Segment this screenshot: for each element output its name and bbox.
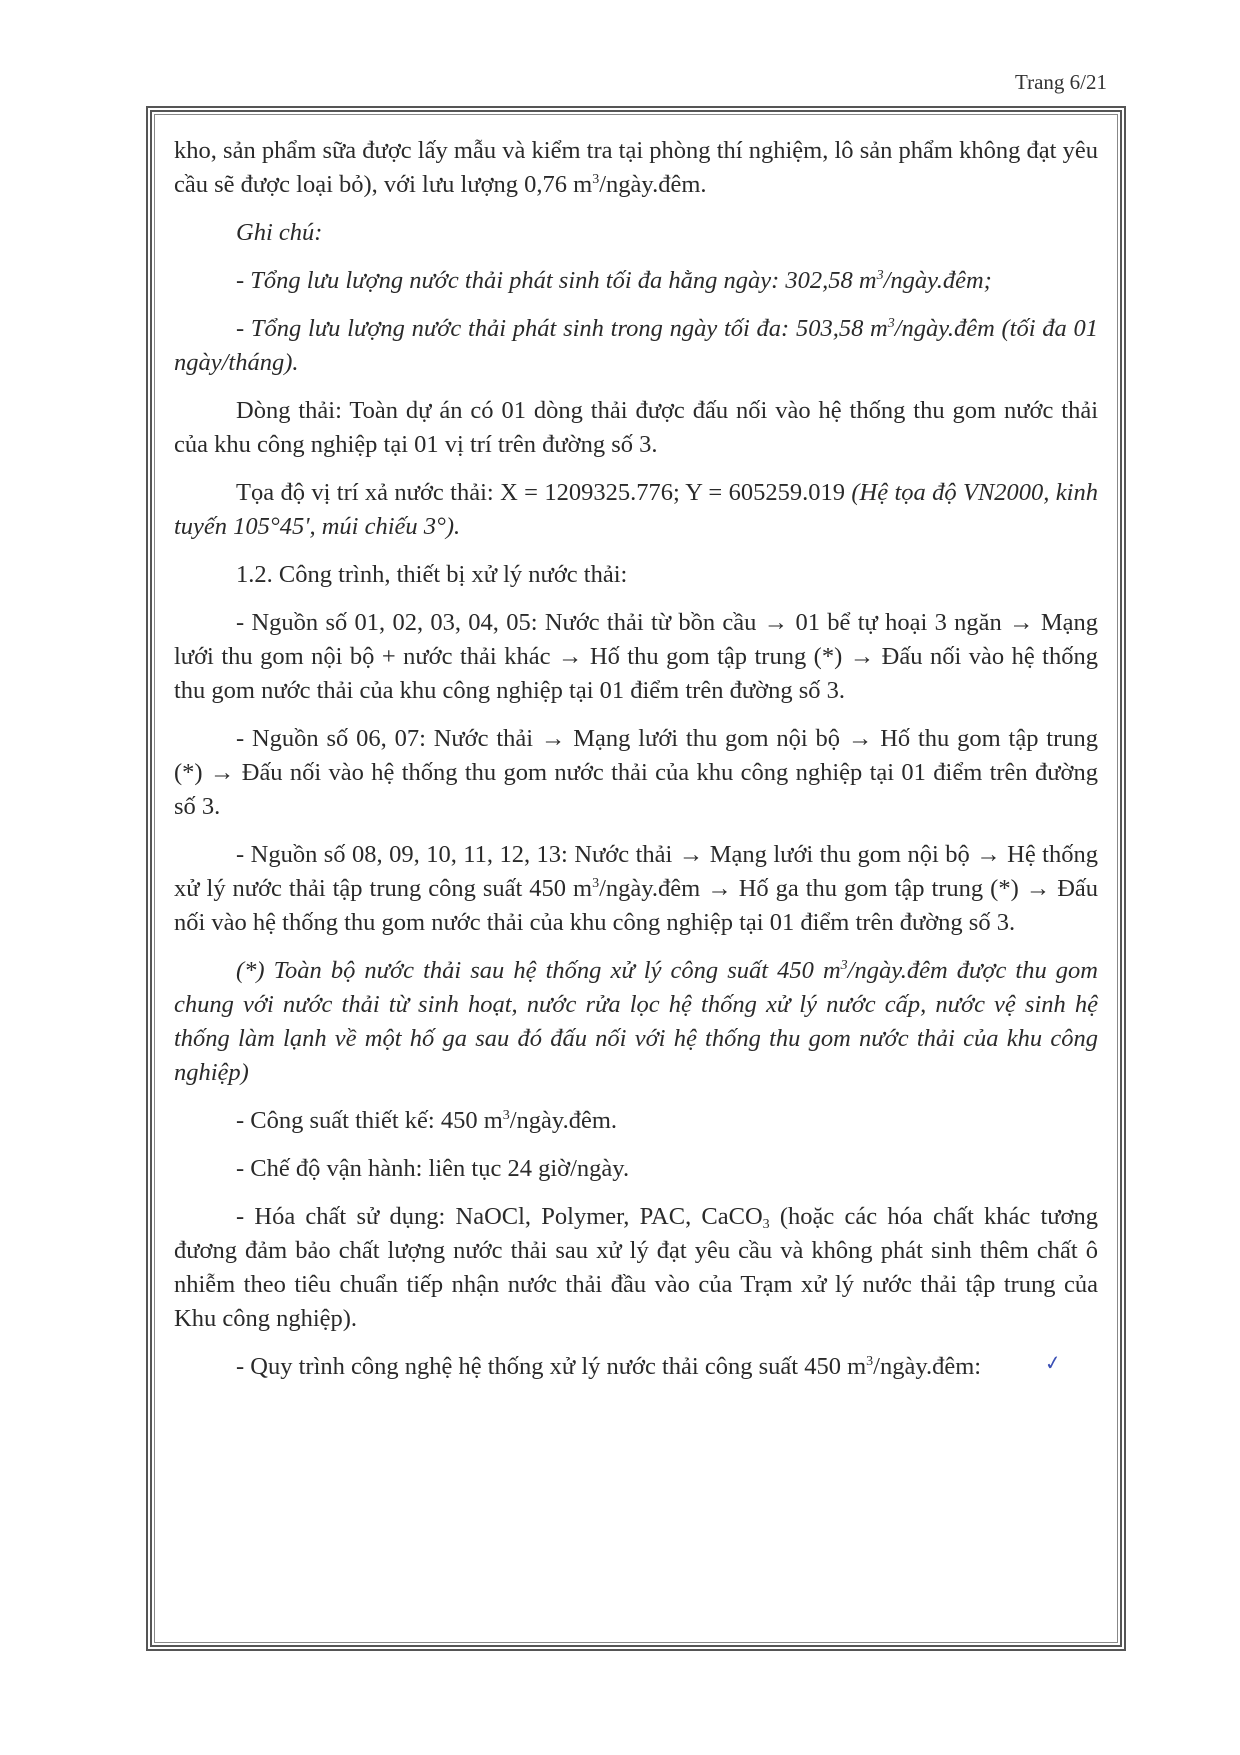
discharge-stream-paragraph: Dòng thải: Toàn dự án có 01 dòng thải được đấu nối vào hệ thống thu gom nước thải của khu công nghiệp tại 01 vị trí trên đường số 3. xyxy=(174,397,1098,458)
source-group-1: - Nguồn số 01, 02, 03, 04, 05: Nước thải từ bồn cầu → 01 bể tự hoại 3 ngăn → Mạng lưới thu gom nội bộ + nước thải khác → Hố thu gom tập trung (*) → Đấu nối vào hệ thống thu gom nước thải của khu công nghiệp tại 01 điểm trên đường số 3. xyxy=(174,609,1098,704)
page-border-frame xyxy=(146,106,1126,1651)
source-group-3: - Nguồn số 08, 09, 10, 11, 12, 13: Nước thải → Mạng lưới thu gom nội bộ → Hệ thống xử lý nước thải tập trung công suất 450 $m^3/ngày.đêm$ → Hố ga thu gom tập trung (*) → Đấu nối vào hệ thống thu gom nước thải của khu công nghiệp tại 01 điểm trên đường số 3. xyxy=(174,841,1099,936)
note-peak-day-flow: - Tổng lưu lượng nước thải phát sinh trong ngày tối đa: 503,58 $m^3/ngày.đêm$ (tối đa 01 ngày/tháng). xyxy=(174,315,1099,376)
design-capacity: - Công suất thiết kế: 450 $m^3/ngày.đêm$. xyxy=(236,1107,618,1134)
chemicals-used: - Hóa chất sử dụng: NaOCl, Polymer, PAC, CaCO$_3$ (hoặc các hóa chất khác tương đương đảm bảo chất lượng nước thải sau xử lý đạt yêu cầu và không phát sinh thêm chất ô nhiễm theo tiêu chuẩn tiếp nhận nước thải đầu vào của Trạm xử lý nước thải tập trung của Khu công nghiệp). xyxy=(174,1203,1099,1332)
handwritten-check-icon: ✓ xyxy=(1043,1351,1064,1376)
paragraph-continuation: kho, sản phẩm sữa được lấy mẫu và kiểm tra tại phòng thí nghiệm, lô sản phẩm không đạt yêu cầu sẽ được loại bỏ), với lưu lượng 0,76 $m^3/ngày.đêm$. xyxy=(174,137,1098,198)
process-heading: - Quy trình công nghệ hệ thống xử lý nước thải công suất 450 $m^3/ngày.đêm$: ✓ xyxy=(174,1350,1098,1385)
document-body xyxy=(174,134,1098,1399)
source-group-2: - Nguồn số 06, 07: Nước thải → Mạng lưới thu gom nội bộ → Hố thu gom tập trung (*) → Đấu nối vào hệ thống thu gom nước thải của khu công nghiệp tại 01 điểm trên đường số 3. xyxy=(174,725,1098,820)
operating-mode: - Chế độ vận hành: liên tục 24 giờ/ngày. xyxy=(236,1155,630,1182)
page-number: Trang 6/21 xyxy=(1015,70,1107,94)
section-heading-1-2: 1.2. Công trình, thiết bị xử lý nước thải: xyxy=(236,561,628,588)
note-max-daily-flow: - Tổng lưu lượng nước thải phát sinh tối đa hằng ngày: 302,58 $m^3/ngày.đêm$; xyxy=(236,267,992,294)
note-label: Ghi chú: xyxy=(236,219,323,246)
footnote-paragraph: (*) Toàn bộ nước thải sau hệ thống xử lý công suất 450 $m^3/ngày.đêm$ được thu gom chung với nước thải từ sinh hoạt, nước rửa lọc hệ thống xử lý nước cấp, nước vệ sinh hệ thống làm lạnh về một hố ga sau đó đấu nối với hệ thống thu gom nước thải của khu công nghiệp) xyxy=(174,957,1098,1086)
discharge-coordinates-paragraph: Tọa độ vị trí xả nước thải: X = 1209325.776; Y = 605259.019 (Hệ tọa độ VN2000, kinh tuyến 105°45', múi chiếu 3°). xyxy=(174,479,1098,540)
